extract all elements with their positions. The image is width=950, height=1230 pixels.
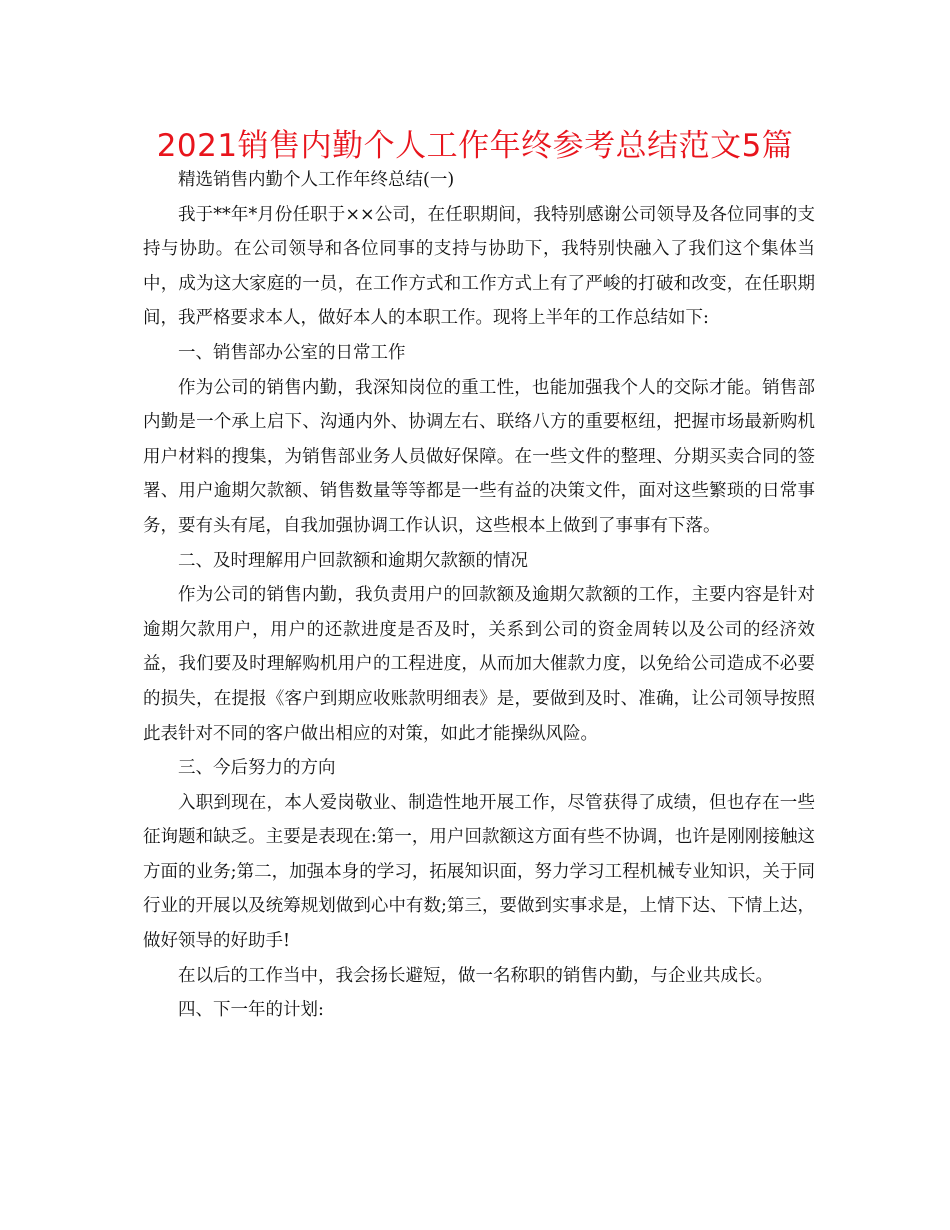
paragraph-future-direction: 入职到现在，本人爱岗敬业、制造性地开展工作，尽管获得了成绩，但也存在一些征询题和缺乏。主要是表现在:第一，用户回款额这方面有些不协调，也许是刚刚接触这方面的业务;第二，加强本身的学习，拓展知识面，努力学习工程机械专业知识，关于同行业的开展以及统筹规划做到心中有数;第三，要做到实事求是，上情下达、下情上达，做好领导的好助手! (143, 792, 815, 952)
section-heading-3: 三、今后努力的方向 (178, 758, 336, 779)
paragraph-payments: 作为公司的销售内勤，我负责用户的回款额及逾期欠款额的工作，主要内容是针对逾期欠款用户，用户的还款进度是否及时，关系到公司的资金周转以及公司的经济效益，我们要及时理解购机用户的工程进度，从而加大催款力度，以免给公司造成不必要的损失，在提报《客户到期应收账款明细表》是，要做到及时、准确，让公司领导按照此表针对不同的客户做出相应的对策，如此才能操纵风险。 (143, 585, 815, 744)
paragraph-commitment: 在以后的工作当中，我会扬长避短，做一名称职的销售内勤，与企业共成长。 (178, 965, 773, 986)
section-heading-intro: 精选销售内勤个人工作年终总结(一) (178, 170, 455, 190)
document-body (143, 163, 815, 1028)
section-heading-2: 二、及时理解用户回款额和逾期欠款额的情况 (178, 550, 528, 571)
paragraph-introduction: 我于**年*月份任职于××公司，在任职期间，我特别感谢公司领导及各位同事的支持与协助。在公司领导和各位同事的支持与协助下，我特别快融入了我们这个集体当中，成为这大家庭的一员，在工作方式和工作方式上有了严峻的打破和改变，在任职期间，我严格要求本人，做好本人的本职工作。现将上半年的工作总结如下: (143, 204, 815, 329)
section-heading-4: 四、下一年的计划: (178, 1000, 324, 1021)
section-heading-1: 一、销售部办公室的日常工作 (178, 342, 406, 363)
paragraph-daily-work: 作为公司的销售内勤，我深知岗位的重工性，也能加强我个人的交际才能。销售部内勤是一个承上启下、沟通内外、协调左右、联络八方的重要枢纽，把握市场最新购机用户材料的搜集，为销售部业务人员做好保障。在一些文件的整理、分期买卖合同的签署、用户逾期欠款额、销售数量等等都是一些有益的决策文件，面对这些繁琐的日常事务，要有头有尾，自我加强协调工作认识，这些根本上做到了事事有下落。 (143, 377, 815, 536)
document-title: 2021销售内勤个人工作年终参考总结范文5篇 (156, 128, 794, 164)
